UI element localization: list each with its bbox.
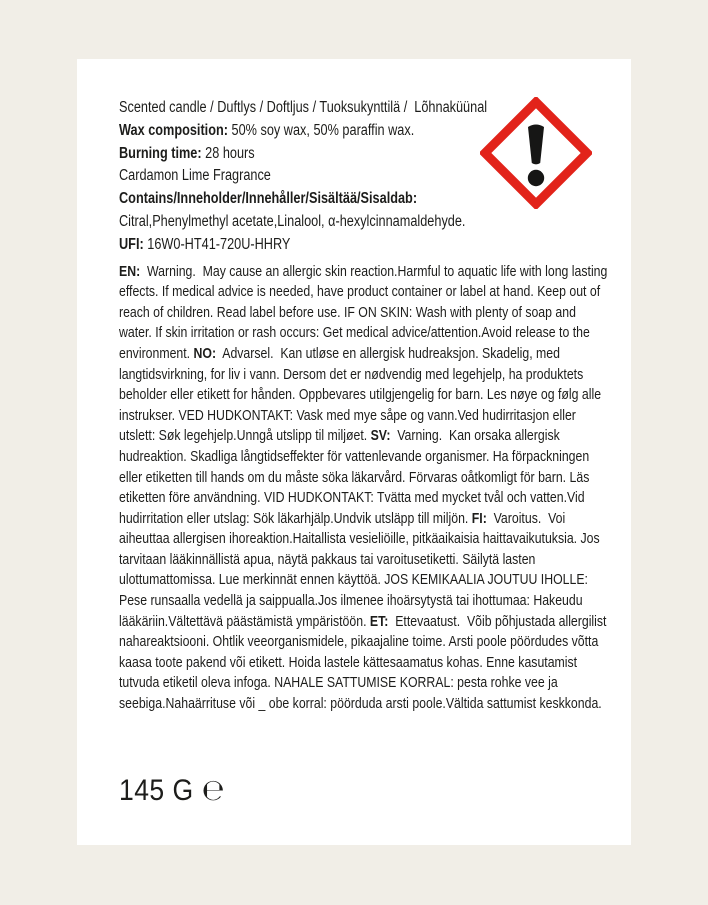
hazard-text-sv: Varning. Kan orsaka allergisk hudreaktion. Skadliga långtidseffekter för vattenlevande organismer. Ha förpackningen eller etiketten till hands om du måste söka läkarvård. Förvaras oåtkomligt för barn. Läs etiketten före användning. VID HUDKONTAKT: Tvätta med mycket tvål och vatten.Vid hudirritation eller utslag: Sök läkarhjälp.Undvik utsläpp till miljön. — [119, 427, 593, 527]
hazard-text-et: Ettevaatust. Võib põhjustada allergilist nahareaktsiooni. Ohtlik veeorganismidele, pikaajaline toime. Arsti poole pöördudes võtta kaasa toote pakend või etikett. Hoida lastele kättesaamatus kohas. Enne kasutamist tutvuda etiketil oleva infoga. NAHALE SATTUMISE KORRAL: pesta rohke vee ja seebiga.Nahaärrituse või _ obe korral: pöörduda arsti poole.Vältida sattumist keskkonda. — [119, 612, 610, 713]
fragrance-text: Cardamon Lime Fragrance — [119, 167, 271, 185]
product-types-text: Scented candle / Duftlys / Doftljus / Tuoksukynttilä / Lõhnaküünal — [119, 99, 488, 116]
lang-sv-label: SV: — [370, 427, 391, 445]
wax-composition-label: Wax composition: — [119, 121, 228, 139]
lang-en-label: EN: — [119, 262, 141, 280]
hazard-text-en: Warning. May cause an allergic skin reaction.Harmful to aquatic life with long lasting effects. If medical advice is needed, have product container or label at hand. Keep out of reach of children. Read label before use. IF ON SKIN: Wash with plenty of soap and water. If skin irritation or rash occurs: Get medical advice/attention.Avoid release to the environment. — [119, 262, 611, 362]
lang-et-label: ET: — [369, 612, 389, 630]
wax-composition-value: 50% soy wax, 50% paraffin wax. — [227, 121, 415, 139]
burning-time-label: Burning time: — [119, 144, 202, 162]
contains-heading: Contains/Inneholder/Innehåller/Sisältää/Sisaldab: — [119, 190, 418, 208]
lang-no-label: NO: — [193, 344, 217, 362]
ingredients-text: Citral,Phenylmethyl acetate,Linalool, α-hexylcinnamaldehyde. — [119, 212, 466, 230]
hazard-statements-paragraph — [119, 262, 611, 715]
estimated-sign: ℮ — [201, 773, 225, 807]
label-card — [77, 59, 631, 845]
ufi-label: UFI: — [119, 235, 144, 253]
hazard-text-no: Advarsel. Kan utløse en allergisk hudreaksjon. Skadelig, med langtidsvirkning, for liv i vann. Dersom det er nødvendig med legehjelp, ha produktets beholder eller etikett for hånden. Oppbevares utilgjengelig for barn. Les nøye og følg alle instrukser. VED HUDKONTAKT: Vask med mye såpe og vann.Ved hudirritasjon eller utslett: Søk legehjelp.Unngå utslipp til miljøet. — [119, 344, 605, 445]
ingredients-line — [119, 211, 608, 234]
net-weight-value: 145 G — [119, 774, 194, 807]
net-weight — [119, 773, 225, 808]
ufi-line — [119, 234, 608, 257]
burning-time-value: 28 hours — [201, 144, 255, 162]
lang-fi-label: FI: — [471, 509, 487, 527]
hazard-text-fi: Varoitus. Voi aiheuttaa allergisen ihoreaktion.Haitallista vesieliöille, pitkäaikaisia haittavaikutuksia. Jos tarvitaan lääkinnällistä apua, näytä pakkaus tai varoitusetiketti. Säilytä lasten ulottumattomissa. Lue merkinnät ennen käyttöä. JOS KEMIKAALIA JOUTUU IHOLLE: Pese runsaalla vedellä ja saippualla.Jos ilmenee ihoärsytystä tai ihottumaa: Hakeudu lääkäriin.Vältettävä päästämistä ympäristöön. — [119, 509, 604, 630]
ufi-value: 16W0-HT41-720U-HHRY — [143, 235, 291, 253]
ghs07-exclamation-icon — [480, 97, 592, 209]
